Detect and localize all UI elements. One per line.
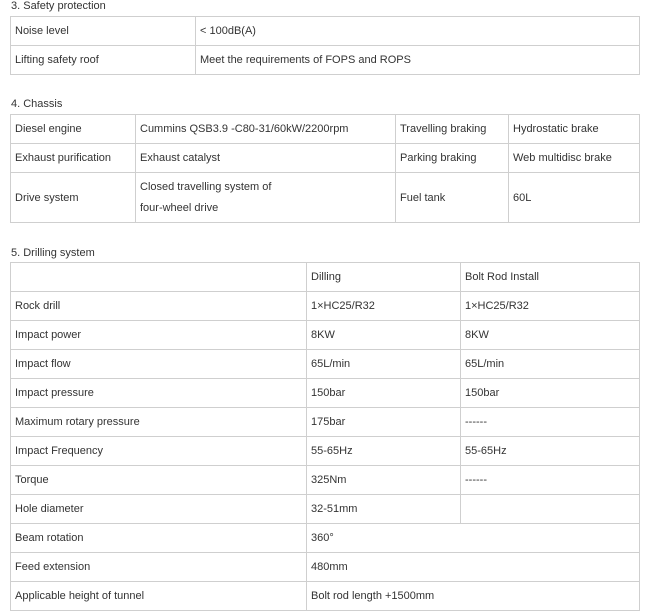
table-cell: 150bar — [307, 379, 461, 408]
table-row — [11, 408, 640, 437]
table-header-row — [11, 263, 640, 292]
table-cell: Impact flow — [11, 350, 307, 379]
table-cell: Exhaust catalyst — [136, 144, 396, 173]
table-row — [11, 437, 640, 466]
section-title-drilling: 5. Drilling system — [11, 247, 95, 259]
table-cell: ------ — [461, 408, 640, 437]
table-cell: Travelling braking — [396, 115, 509, 144]
table-row — [11, 292, 640, 321]
safety-table — [10, 16, 640, 75]
table-cell: Maximum rotary pressure — [11, 408, 307, 437]
table-row — [11, 321, 640, 350]
table-row — [11, 379, 640, 408]
table-cell: Beam rotation — [11, 524, 307, 553]
table-cell — [136, 173, 396, 223]
table-cell: 360° — [307, 524, 640, 553]
table-cell: Cummins QSB3.9 -C80-31/60kW/2200rpm — [136, 115, 396, 144]
table-cell: 150bar — [461, 379, 640, 408]
table-row — [11, 466, 640, 495]
table-row — [11, 553, 640, 582]
table-cell: Parking braking — [396, 144, 509, 173]
table-cell: 55-65Hz — [307, 437, 461, 466]
table-cell: Diesel engine — [11, 115, 136, 144]
table-cell: Exhaust purification — [11, 144, 136, 173]
table-row — [11, 524, 640, 553]
drilling-table — [10, 262, 640, 611]
table-cell: Drive system — [11, 173, 136, 223]
table-cell: Impact pressure — [11, 379, 307, 408]
table-cell: Impact Frequency — [11, 437, 307, 466]
table-row — [11, 46, 640, 75]
table-cell: 65L/min — [307, 350, 461, 379]
table-cell: Torque — [11, 466, 307, 495]
table-cell: Impact power — [11, 321, 307, 350]
table-cell: 55-65Hz — [461, 437, 640, 466]
table-cell: Noise level — [11, 17, 196, 46]
table-row — [11, 115, 640, 144]
table-cell: Bolt rod length +1500mm — [307, 582, 640, 611]
table-row — [11, 173, 640, 223]
table-cell: < 100dB(A) — [196, 17, 640, 46]
table-cell — [461, 495, 640, 524]
table-cell: 1×HC25/R32 — [307, 292, 461, 321]
table-cell: 480mm — [307, 553, 640, 582]
chassis-table — [10, 114, 640, 223]
table-row — [11, 144, 640, 173]
table-cell: 65L/min — [461, 350, 640, 379]
table-row — [11, 17, 640, 46]
table-cell: Meet the requirements of FOPS and ROPS — [196, 46, 640, 75]
table-cell: 32-51mm — [307, 495, 461, 524]
table-cell: Fuel tank — [396, 173, 509, 223]
table-row — [11, 350, 640, 379]
table-cell: Applicable height of tunnel — [11, 582, 307, 611]
section-title-chassis: 4. Chassis — [11, 98, 63, 110]
table-cell: 175bar — [307, 408, 461, 437]
table-cell: 1×HC25/R32 — [461, 292, 640, 321]
table-cell: Hydrostatic brake — [509, 115, 640, 144]
table-header-cell: Dilling — [307, 263, 461, 292]
table-row — [11, 582, 640, 611]
table-header-cell — [11, 263, 307, 292]
table-cell: Rock drill — [11, 292, 307, 321]
section-title-safety: 3. Safety protection — [11, 0, 106, 12]
cell-line: Closed travelling system of — [140, 180, 272, 193]
table-cell: Lifting safety roof — [11, 46, 196, 75]
table-cell: 325Nm — [307, 466, 461, 495]
table-cell: Feed extension — [11, 553, 307, 582]
table-cell: 8KW — [461, 321, 640, 350]
table-cell: ------ — [461, 466, 640, 495]
table-cell: 60L — [509, 173, 640, 223]
table-cell: Web multidisc brake — [509, 144, 640, 173]
cell-line: four-wheel drive — [140, 201, 219, 214]
table-row — [11, 495, 640, 524]
table-cell: 8KW — [307, 321, 461, 350]
table-cell: Hole diameter — [11, 495, 307, 524]
table-header-cell: Bolt Rod Install — [461, 263, 640, 292]
